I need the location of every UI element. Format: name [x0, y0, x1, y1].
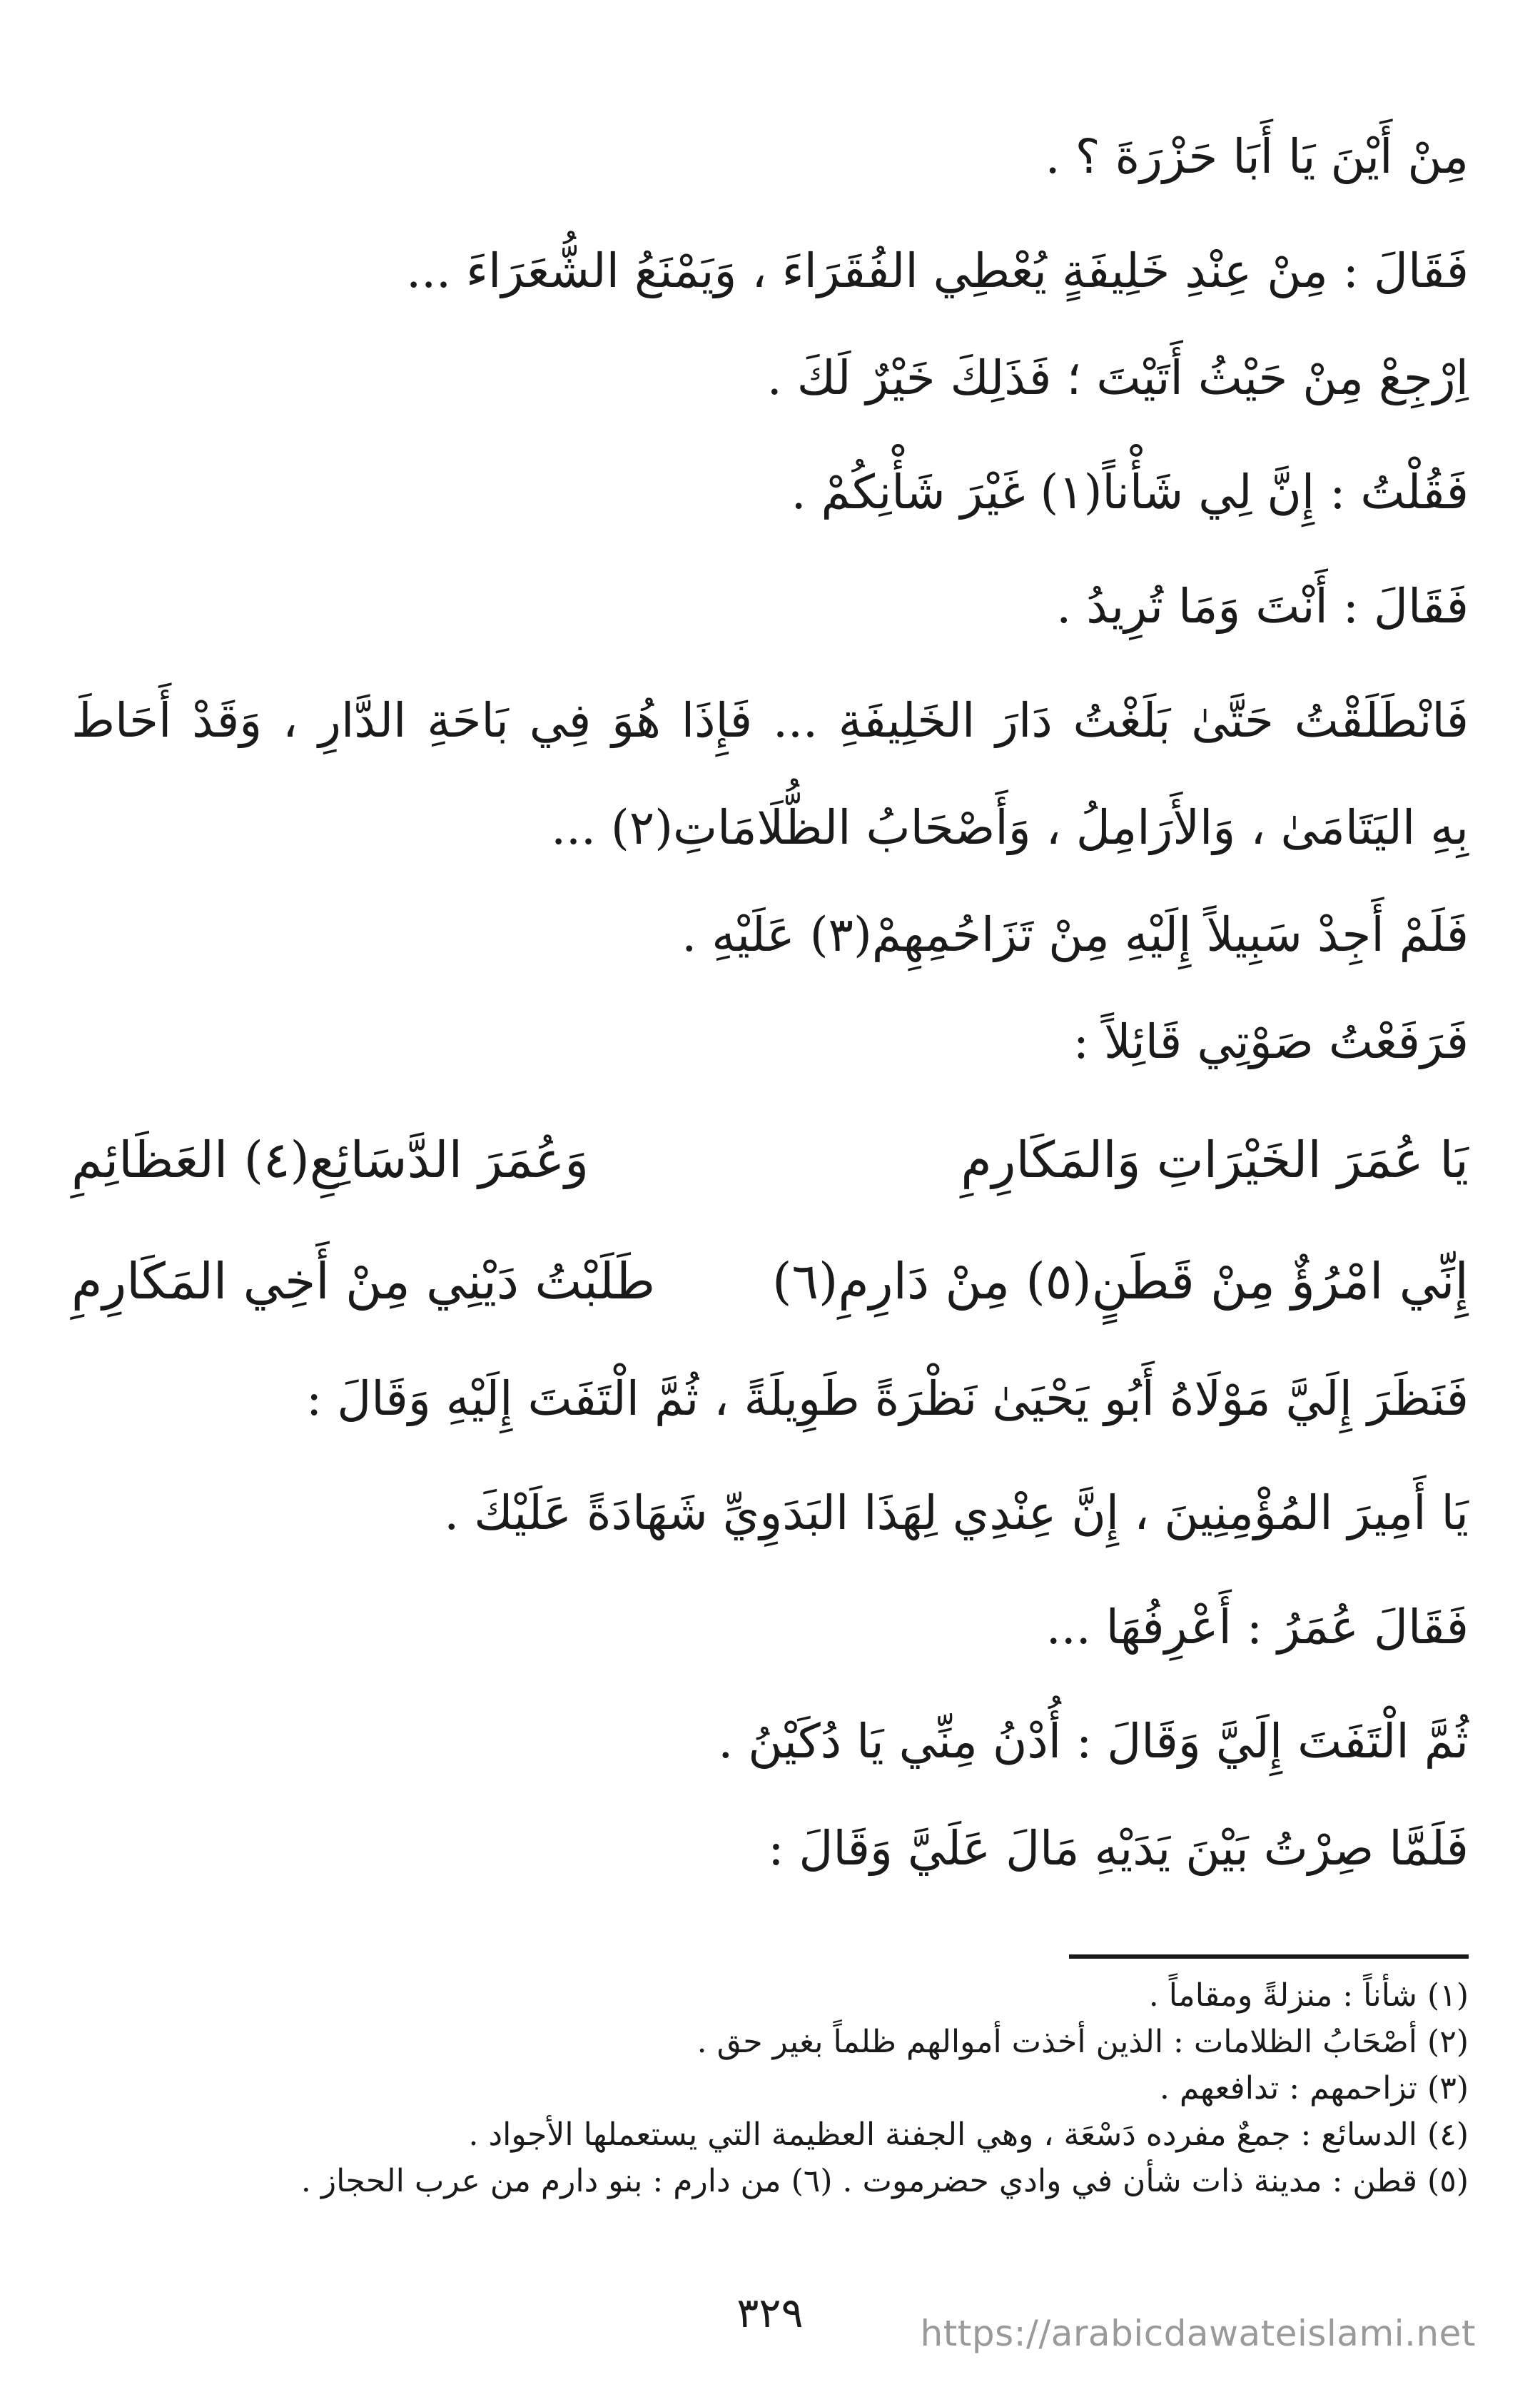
- body-line-12: فَقَالَ عُمَرُ : أَعْرِفُهَا ...: [1045, 1600, 1469, 1655]
- verse-2-second-hemistich: طَلَبْتُ دَيْنِي مِنْ أَخِي المَكَارِمِ: [71, 1252, 656, 1311]
- body-line-6: فَانْطَلَقْتُ حَتَّىٰ بَلَغْتُ دَارَ الخَلِيفَةِ ... فَإِذَا هُوَ فِي بَاحَةِ الدَّارِ ، وَقَدْ أَحَاطَ: [71, 693, 1469, 748]
- verse-1-second-hemistich: وَعُمَرَ الدَّسَائِعِ(٤) العَظَائِمِ: [71, 1131, 589, 1189]
- body-line-9: فَرَفَعْتُ صَوْتِي قَائِلاً :: [1073, 1014, 1469, 1069]
- poem-verse-1: [71, 1121, 1469, 1199]
- poem-verse-2: [71, 1242, 1469, 1321]
- body-line-4: فَقُلْتُ : إِنَّ لِي شَأْناً(١) غَيْرَ شَأْنِكُمْ .: [791, 465, 1469, 520]
- body-line-1: مِنْ أَيْنَ يَا أَبَا حَزْرَةَ ؟ .: [1045, 129, 1469, 184]
- body-line-3: اِرْجِعْ مِنْ حَيْثُ أَتَيْتَ ؛ فَذَلِكَ خَيْرٌ لَكَ .: [766, 350, 1469, 405]
- body-line-7: بِهِ اليَتَامَىٰ ، وَالأَرَامِلُ ، وَأَصْحَابُ الظُّلَامَاتِ(٢) ...: [551, 800, 1469, 855]
- verse-2-first-hemistich: إِنِّي امْرُؤٌ مِنْ قَطَنٍ(٥) مِنْ دَارِمِ(٦): [772, 1252, 1469, 1311]
- footnote-4: (٤) الدسائع : جمعٌ مفرده دَسْعَة ، وهي الجفنة العظيمة التي يستعملها الأجواد .: [468, 2116, 1469, 2153]
- footnote-separator: [1069, 1954, 1469, 1959]
- body-line-10: فَنَظَرَ إِلَيَّ مَوْلَاهُ أَبُو يَحْيَىٰ نَظْرَةً طَوِيلَةً ، ثُمَّ الْتَفَتَ إِلَيْهِ وَقَالَ :: [306, 1371, 1469, 1426]
- body-line-8: فَلَمْ أَجِدْ سَبِيلاً إِلَيْهِ مِنْ تَزَاحُمِهِمْ(٣) عَلَيْهِ .: [682, 907, 1469, 962]
- footnote-2: (٢) أصْحَابُ الظلامات : الذين أخذت أموالهم ظلماً بغير حق .: [696, 2024, 1469, 2060]
- body-line-5: فَقَالَ : أَنْتَ وَمَا تُرِيدُ .: [1056, 579, 1469, 634]
- page-number: ٣٢٩: [736, 2288, 804, 2337]
- footnote-5-6: (٥) قطن : مدينة ذات شأن في وادي حضرموت . (٦) من دارم : بنو دارم من عرب الحجاز .: [300, 2163, 1469, 2199]
- watermark-url: https://arabicdawateislami.net: [920, 2313, 1476, 2354]
- footnote-1: (١) شأناً : منزلةً ومقاماً .: [1148, 1977, 1469, 2014]
- body-line-2: فَقَالَ : مِنْ عِنْدِ خَلِيفَةٍ يُعْطِي الفُقَرَاءَ ، وَيَمْنَعُ الشُّعَرَاءَ ...: [406, 243, 1469, 298]
- footnote-3: (٣) تزاحمهم : تدافعهم .: [1159, 2070, 1469, 2106]
- body-line-13: ثُمَّ الْتَفَتَ إِلَيَّ وَقَالَ : أُدْنُ مِنِّي يَا دُكَيْنُ .: [718, 1714, 1469, 1769]
- body-line-11: يَا أَمِيرَ المُؤْمِنِينَ ، إِنَّ عِنْدِي لِهَذَا البَدَوِيِّ شَهَادَةً عَلَيْكَ .: [444, 1485, 1469, 1540]
- body-line-14: فَلَمَّا صِرْتُ بَيْنَ يَدَيْهِ مَالَ عَلَيَّ وَقَالَ :: [768, 1821, 1469, 1876]
- verse-1-first-hemistich: يَا عُمَرَ الخَيْرَاتِ وَالمَكَارِمِ: [961, 1131, 1469, 1189]
